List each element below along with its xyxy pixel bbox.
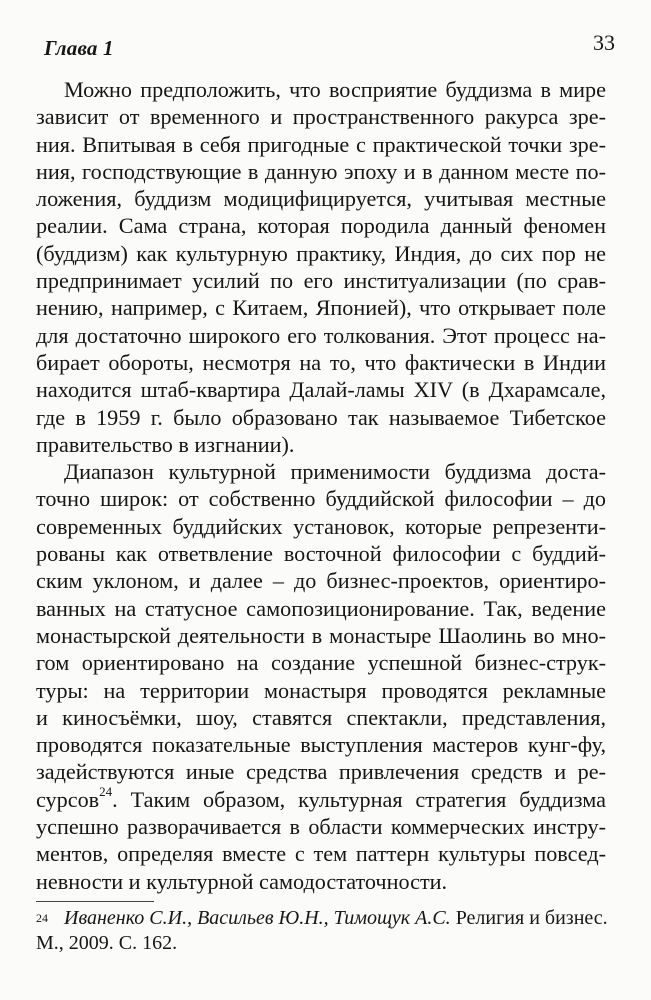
text-line: для достаточно широкого его толкования. Этот процесс на- xyxy=(36,322,606,348)
text-line: монастырской деятельности в монастыре Шаолинь во мно- xyxy=(36,622,606,648)
text-line: гом ориентировано на создание успешной бизнес-струк- xyxy=(36,650,606,676)
text-line: ния. Впитывая в себя пригодные с практической точки зре- xyxy=(36,131,606,157)
text-line: зависит от временного и пространственного ракурса зре- xyxy=(36,104,606,130)
text-line: правительство в изгнании). xyxy=(36,431,295,457)
text-line: находится штаб-квартира Далай-ламы XIV (в Дхарамсале, xyxy=(36,377,606,403)
footnote-line: М., 2009. С. 162. xyxy=(36,932,178,954)
text-line: рованы как ответвление восточной философии с буддий- xyxy=(36,541,606,567)
footnote xyxy=(36,906,606,956)
footnote-mark: 24 xyxy=(36,911,48,925)
text-line: нению, например, с Китаем, Японией), что открывает поле xyxy=(36,295,606,321)
text-line: бирает обороты, несмотря на то, что фактически в Индии xyxy=(36,349,606,375)
text-line: ванных на статусное самопозиционирование. Так, ведение xyxy=(36,595,606,621)
footnote-title: Религия и бизнес. xyxy=(450,907,608,929)
text-line: современных буддийских установок, которые репрезенти- xyxy=(36,513,606,539)
footnote-authors: Иваненко С.И., Васильев Ю.Н., Тимощук А.С. xyxy=(64,907,451,929)
running-header xyxy=(32,30,615,64)
text-line: проводятся показательные выступления мастеров кунг-фу, xyxy=(36,732,606,758)
body-text xyxy=(36,76,606,895)
text-line: предпринимает усилий по его институализации (по срав- xyxy=(36,268,606,294)
text-fragment: сурсов xyxy=(36,786,100,812)
footnote-divider xyxy=(36,901,154,902)
page-number: 33 xyxy=(593,30,615,55)
text-line: ским уклоном, и далее – до бизнес-проектов, ориентиро- xyxy=(36,568,606,594)
text-line: реалии. Сама страна, которая породила данный феномен xyxy=(36,213,606,239)
text-line: и киносъёмки, шоу, ставятся спектакли, представления, xyxy=(36,704,606,730)
text-line: туры: на территории монастыря проводятся рекламные xyxy=(36,677,606,703)
text-line: Диапазон культурной применимости буддизма доста- xyxy=(64,459,606,485)
text-line: где в 1959 г. было образовано так называемое Тибетское xyxy=(36,404,606,430)
paragraph-1 xyxy=(36,76,606,458)
text-line: (буддизм) как культурную практику, Индия, до сих пор не xyxy=(36,240,606,266)
text-line: Можно предположить, что восприятие буддизма в мире xyxy=(64,77,606,102)
text-line: ментов, определяя вместе с тем паттерн культуры повсед- xyxy=(36,841,606,867)
text-line-with-footnote xyxy=(36,786,606,813)
paragraph-2 xyxy=(36,458,606,895)
text-line: ния, господствующие в данную эпоху и в данном месте по- xyxy=(36,158,606,184)
text-line: точно широк: от собственно буддийской философии – до xyxy=(36,486,606,512)
footnote-reference[interactable]: 24 xyxy=(99,784,113,800)
text-line: задействуются иные средства привлечения средств и ре- xyxy=(36,759,606,785)
chapter-title: Глава 1 xyxy=(44,36,114,60)
text-fragment: . Таким образом, культурная стратегия буддизма xyxy=(112,786,606,812)
footnote-line xyxy=(36,906,606,931)
text-line: невности и культурной самодостаточности. xyxy=(36,868,448,894)
text-line: успешно разворачивается в области коммерческих инстру- xyxy=(36,814,606,840)
text-line: ложения, буддизм модицифицируется, учитывая местные xyxy=(36,186,606,212)
